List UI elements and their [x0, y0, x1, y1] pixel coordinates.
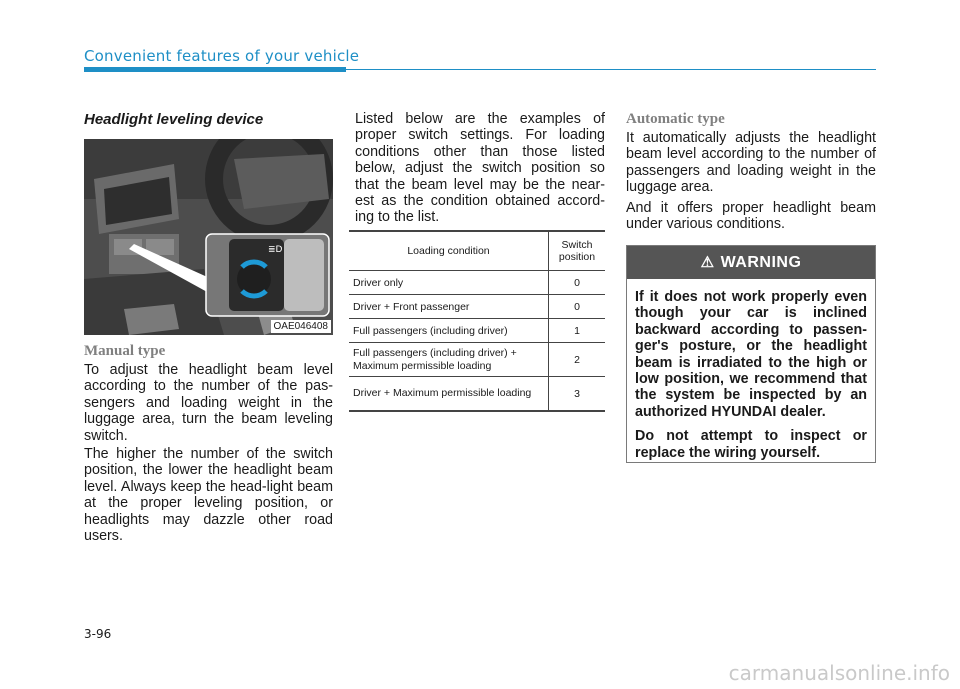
warning-header: [627, 246, 875, 279]
headlight-switch-illustration: [84, 139, 333, 335]
figure-code: OAE046408: [271, 320, 332, 333]
switch-position-cell: 0: [549, 295, 606, 319]
dashboard-image: [84, 139, 333, 335]
switch-position-cell: 2: [549, 343, 606, 377]
warning-title: WARNING: [720, 254, 802, 271]
chapter-title: Convenient features of your vehicle: [84, 47, 360, 65]
loading-condition-cell: Full passengers (including driver) + Maximum permissible loading: [349, 343, 549, 377]
automatic-type-heading: Automatic type: [626, 111, 725, 127]
switch-settings-intro: Listed below are the examples of proper switch settings. For loading conditions other than those listed below, adjust the switch position so that the beam level may be the near-est as the condition obtained accord-ing to the list.: [355, 111, 605, 226]
column-header-loading-condition: Loading condition: [349, 231, 549, 271]
table-row: [349, 343, 605, 377]
table-header-row: [349, 231, 605, 271]
warning-box: [626, 245, 876, 463]
loading-condition-cell: Driver only: [349, 271, 549, 295]
switch-settings-table: [349, 230, 605, 412]
manual-type-heading: Manual type: [84, 343, 166, 359]
switch-position-cell: 0: [549, 271, 606, 295]
loading-condition-cell: Driver + Front passenger: [349, 295, 549, 319]
loading-condition-cell: Driver + Maximum permissible loading: [349, 377, 549, 412]
switch-position-cell: 1: [549, 319, 606, 343]
table-row: [349, 319, 605, 343]
warning-paragraph-2: Do not attempt to inspect or replace the wiring yourself.: [635, 428, 867, 461]
warning-triangle-icon: ⚠: [700, 254, 715, 271]
manual-type-paragraph-1: To adjust the headlight beam level according to the number of the pas-sengers and loading weight in the luggage area, turn the beam leveling switch.: [84, 362, 333, 444]
table-row: [349, 377, 605, 412]
table-row: [349, 295, 605, 319]
header-rule: [84, 67, 346, 72]
loading-condition-cell: Full passengers (including driver): [349, 319, 549, 343]
warning-paragraph-1: If it does not work properly even though your car is inclined backward according to passen-ger's posture, or the headlight beam is irradiated to the high or low position, we recommend that the system be inspected by an authorized HYUNDAI dealer.: [635, 289, 867, 420]
watermark: carmanualsonline.info: [728, 661, 950, 685]
switch-position-cell: 3: [549, 377, 606, 412]
page-number: 3-96: [84, 627, 112, 641]
header-rule-thin: [346, 69, 876, 70]
automatic-type-paragraph-2: And it offers proper headlight beam under various conditions.: [626, 200, 876, 233]
section-heading: Headlight leveling device: [84, 111, 264, 128]
table-row: [349, 271, 605, 295]
automatic-type-paragraph-1: It automatically adjusts the headlight beam level according to the number of passengers and loading weight in the luggage area.: [626, 130, 876, 196]
svg-text:≣D: ≣D: [268, 245, 283, 255]
column-header-switch-position: Switch position: [549, 231, 606, 271]
manual-type-paragraph-2: The higher the number of the switch position, the lower the headlight beam level. Always keep the head-light beam at the proper leveling position, or headlights may dazzle other road users.: [84, 446, 333, 545]
